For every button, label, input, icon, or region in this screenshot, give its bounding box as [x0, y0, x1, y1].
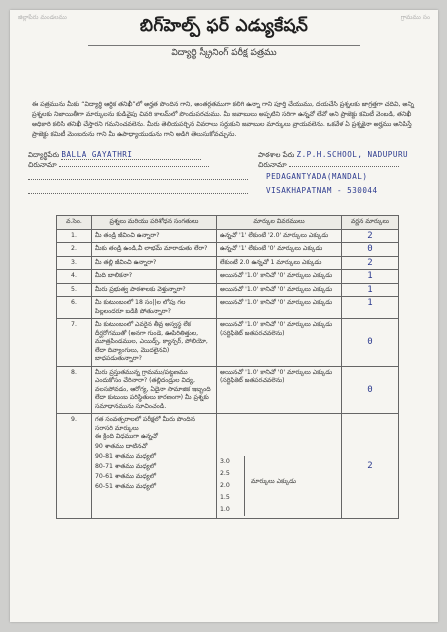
- row-number: 1.: [57, 229, 92, 243]
- row-score: 2: [342, 256, 399, 270]
- table-row: [57, 283, 399, 297]
- screening-table: [56, 215, 399, 519]
- gpa-scale-value: 1.5: [220, 494, 230, 501]
- page-subtitle: విద్యార్థి స్క్రీనింగ్ పరీక్ష పత్రము: [171, 48, 277, 58]
- header-score: వర్ణన మార్కులు: [342, 216, 399, 230]
- address-dotted-line-2: [28, 188, 248, 196]
- gpa-scale-values: [220, 456, 245, 516]
- gpa-scale-value: 2.5: [220, 470, 230, 477]
- gpa-range-item: 60-51 శాతము మధ్యలో: [95, 482, 156, 490]
- row-number: 4.: [57, 270, 92, 284]
- address-line-2-row: [266, 172, 367, 181]
- gpa-range-item: 70-61 శాతము మధ్యలో: [95, 472, 156, 480]
- row-marks: లేకుంటే 2.0 ఉన్నచో 1 మార్కులు ఎక్కుడు: [217, 256, 342, 270]
- row-marks: అయినచో '1.0' కానిచో '0' మార్కులు ఎక్కుడు (సర్టిఫికెట్ జతపరచవలెను): [217, 319, 342, 367]
- table-row: [57, 319, 399, 367]
- gpa-range-item: 90 శాతము దాటినచో: [95, 442, 148, 450]
- school-name-value: Z.P.H.SCHOOL, NADUPURU: [296, 150, 409, 159]
- table-row: [57, 366, 399, 414]
- table-header-row: [57, 216, 399, 230]
- row-question: మీకు తండ్రి ఉండి,వీ లాభమ్ మారాడుతు లేరా?: [92, 243, 217, 257]
- row-score: 0: [342, 366, 399, 414]
- student-name-value: BALLA GAYATHRI: [61, 150, 133, 159]
- address-label-left: చిరునామా: [28, 161, 57, 169]
- row-question: మీరు ప్రస్తుతమున్న గ్రామము/పట్టణము ఎందుకోసం చేరినారా? (తల్లిదండ్రుల విద్య, వలసపోవడం, ఆరోగ్య, ఏదైనా సామాజిక ఇబ్బంది లేదా కుటుంబ పరిస్థితులు కారణంగా) మీ ప్రశ్నకు సమాధానమును సూచించండి.: [92, 366, 217, 414]
- gpa-scale: [220, 456, 338, 516]
- school-name-row: [258, 150, 408, 161]
- gpa-scale-value: 3.0: [220, 458, 230, 465]
- row-question: మీ కుటుంబంలో ఎవరైన తీవ్ర అస్వస్థ లేక దీర్ఘరోగముతో (అనగా గుండె, ఊపిరితిత్తుల, మూత్రపిండముల, ఎయిడ్స్, క్యాన్సర్, పోలియో, లేదా దివ్యాంగులు, మొదలైనవి) బాధపడుతున్నారా?: [92, 319, 217, 367]
- row-question: మీ కుటుంబంలో 18 సం||ల లోపు గల పిల్లలందరూ బడికి పోతున్నారా?: [92, 297, 217, 319]
- row-number: 3.: [57, 256, 92, 270]
- address-line-2: PEDAGANTYADA(MANDAL): [266, 172, 368, 181]
- gpa-scale-note: మార్కులు ఎక్కుడు: [251, 478, 297, 485]
- row-marks: అయినచో '1.0' కానిచో '0' మార్కులు ఎక్కుడు: [217, 270, 342, 284]
- row-number: 5.: [57, 283, 92, 297]
- table-row: [57, 229, 399, 243]
- header-marks-details: మార్కుల వివరములు: [217, 216, 342, 230]
- student-name-label: విద్యార్థిపేరు: [28, 151, 60, 159]
- row-question: మీది బాలికనా?: [92, 270, 217, 284]
- row-number: 2.: [57, 243, 92, 257]
- gpa-range-item: 90-81 శాతము మధ్యలో: [95, 452, 156, 460]
- ghost-text-right: గ్రామము సం: [400, 14, 430, 21]
- address-dotted-line-1: [28, 174, 248, 182]
- row-score: 0: [342, 243, 399, 257]
- row-marks: ఉన్నచో '1' లేకుంటే '2.0' మార్కులు ఎక్కుడు: [217, 229, 342, 243]
- table-row: [57, 297, 399, 319]
- row-score: 2: [342, 414, 399, 519]
- row-question-gpa: [92, 414, 217, 519]
- address-row-right: [258, 161, 399, 171]
- gpa-scale-value: 1.0: [220, 506, 230, 513]
- table-row: [57, 243, 399, 257]
- gpa-scale-value: 2.0: [220, 482, 230, 489]
- row-marks: అయినచో '1.0' కానిచో '0' మార్కులు ఎక్కుడు: [217, 297, 342, 319]
- address-row-left: [28, 161, 209, 171]
- instructions-paragraph: ఈ పత్రమును మీకు “విద్యార్థి ఆర్థిక తనిఖీ”లో అర్హత పొందిన గాని, అంతర్గతముగా కలిగి ఉన్నా గాని పూర్తి చేయుము, దయచేసి ప్రశ్నలకు జాగ్రత్తగా చదివి, అన్ని ప్రశ్నలకు నిజాయితీగా మార్కులను కుడివైపు చివరి కాలమ్‌లో పొందుపరచుము. మీ జవాబులు అప్పటిని సరిగా ఉన్నవో లేవో అని ప్రాజెక్టు కమిటీ వెంబడి, తనిఖీ అధికారి కలిసి తనిఖీ చేస్తారని గమనించవలెను. మీరు తెలియపర్చిన వివరాలు సర్దుకుని జవాబుల మార్కులు వ్రాయవలెను. ఒకవేళ ఏ ప్రశ్నకైనా అర్హము అనిపిస్తే ప్రాజెక్టు కమిటీ మెంబరును గాని మీ ఉపాధ్యాయుడును గాని అడిగి తెలుసుకోవచ్చును.: [32, 101, 415, 138]
- title-divider: [88, 45, 360, 46]
- ghost-text-left: జిల్లాపేరు మండలము: [18, 14, 67, 21]
- student-name-row: [28, 150, 201, 161]
- row-number: 9.: [57, 414, 92, 519]
- row-marks-scale: [217, 414, 342, 519]
- row-question: మీ తండ్రి జీవించి ఉన్నారా?: [92, 229, 217, 243]
- table-row: [57, 414, 399, 519]
- header-serial: వ.సెం.: [57, 216, 92, 230]
- table-row: [57, 270, 399, 284]
- row-score: 1: [342, 283, 399, 297]
- row-marks: ఉన్నచో '1' లేకుంటే '0' మార్కులు ఎక్కుడు: [217, 243, 342, 257]
- row-number: 6.: [57, 297, 92, 319]
- header-question: ప్రశ్నలు మరియు పరిశోధన సంగతులు: [92, 216, 217, 230]
- row-marks: అయినచో '1.0' కానిచో '0' మార్కులు ఎక్కుడు (సర్టిఫికెట్ జతపరచవలెను): [217, 366, 342, 414]
- address-line-3-row: [266, 186, 378, 195]
- address-line-3: VISAKHAPATNAM - 530044: [266, 186, 378, 195]
- row-number: 8.: [57, 366, 92, 414]
- address-label-right: చిరునామా: [258, 161, 287, 169]
- row-score: 2: [342, 229, 399, 243]
- page-title: బిగ్‌హెల్ప్ ఫర్ ఎడ్యుకేషన్: [139, 16, 309, 36]
- table-row: [57, 256, 399, 270]
- gpa-intro: ఈ క్రింది విధముగా ఉన్నచో: [95, 433, 158, 440]
- row-score: 1: [342, 297, 399, 319]
- gpa-range-item: 80-71 శాతము మధ్యలో: [95, 462, 156, 470]
- form-sheet: [10, 10, 438, 622]
- row-question: మీరు ప్రభుత్వ పాఠశాలకు వెళ్తున్నారా?: [92, 283, 217, 297]
- row-score: 0: [342, 319, 399, 367]
- school-name-label: పాఠశాల పేరు: [258, 151, 295, 159]
- row-marks: అయినచో '1.0' కానిచో '0' మార్కులు ఎక్కుడు: [217, 283, 342, 297]
- row-question: మీ తల్లి జీవించి ఉన్నారా?: [92, 256, 217, 270]
- row-number: 7.: [57, 319, 92, 367]
- row-score: 1: [342, 270, 399, 284]
- gpa-question-text: గత సంవత్సరాలలో పరీక్షలో మీరు పొందిన సరాసరి మార్కులు: [95, 416, 196, 432]
- gpa-range-list: [95, 442, 213, 492]
- form-header: [18, 14, 430, 68]
